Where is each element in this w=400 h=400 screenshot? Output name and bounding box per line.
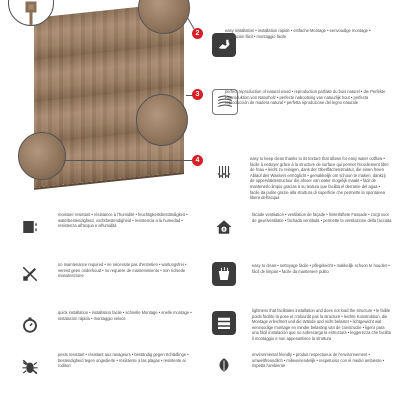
leader-line xyxy=(188,18,195,29)
water-flow-icon xyxy=(212,160,236,184)
marker-4: 4 xyxy=(192,155,203,166)
moisture-resistant-icon xyxy=(18,215,42,239)
panel-lightness-icon xyxy=(212,311,236,335)
feature-text: quick installation • installation facile • schnelle Montage • snelle montage • instalación rápida • montaggio veloce xyxy=(58,310,192,321)
feature-text: lightness that facilitates installation and does not load the structure • le faible poids facilite la pose et n'alourdit pas la structure • leichte Konstruktion, die Montage erleichtert und die Wände and nicht belastet • lichtgewicht wat eenvoudige montage en minder belasting van de constructie • ligero para una fácil instalación que no sobrecarga la estructura • leggerezza che facilita il montaggio e non appesantisce la struttura xyxy=(252,308,391,341)
no-maintenance-icon xyxy=(18,262,42,286)
stopwatch-icon xyxy=(18,313,42,337)
feature-text: environmental friendly • produit respectueux de l'environnement • umweltfreundlich • milieuvriendelijk • respetuoso con el medio ambiente • rispetta l'ambiente xyxy=(252,352,385,369)
edge-detail-circle xyxy=(18,132,66,180)
marker-3: 3 xyxy=(192,89,203,100)
feature-text: easy to clean • nettoyage facile • pflegeleicht • makkelijk schoon te houden • fácil de limpiar • facile da mantenere pulito xyxy=(252,263,390,274)
feature-text: no maintenance required • ne nécessite pas d'entretien • wartungsfrei • vereist geen onderhoud • no requiere de mantenimiento • non richiede manutenzione xyxy=(58,262,187,279)
pest-resistant-icon xyxy=(18,355,42,379)
texture-detail-circle xyxy=(136,94,188,146)
feature-text: easy to keep clean thanks to its texture that allows for easy water outflow • facile à nettoyer grâce à la structure de surface qui permet l'écoulement libre de l'eau • leicht zu reinigen, dank der Oberflächenstruktur, die einen freien Ablauf des Wassers ermöglicht • gemakkelijk om schoon te maken, dankzij de oppervlaktestructuur die afvoer van water mogelijk maakt • fácil de mantenerlo limpio gracias a su textura que facilita el derrame del agua • facile da pulire grazie alla struttura di superficie che permette la spontanea libera dell'acqua xyxy=(250,156,389,201)
feature-text: facade ventilation • ventilation de façade • hinterlüftete Fassade • zorgt voor de gevelventilatie • fachada ventilada • permette la ventilazione della facciata xyxy=(252,212,392,223)
bucket-water-icon xyxy=(212,262,236,286)
leaf-recycle-icon xyxy=(212,353,236,377)
feature-text: pests resistant • résistant aux ravageurs • beständig gegen Schädlinge • bestendigheid tegen ongedierte • resistente a las plagas • resistente ai roditori xyxy=(58,352,189,369)
marker-2: 2 xyxy=(192,28,203,39)
house-fan-icon xyxy=(212,215,236,239)
feature-text: moisture resistant • résistance à l'humidité • feuchtigkeitsbeständigkeit • waterbestendigheid, vochtbestendigheid • resistencia a la humedad • resistenza all'acqua e all'umidità xyxy=(58,212,188,229)
feature-text: easy installation • installation rapide • einfache Montage • eenvoudige montage • instalación fácil • montaggio facile xyxy=(225,28,371,39)
feature-text: perfect reproduction of natural wood • reproduction parfaite du bois naturel • die Perfekte Reproduktion von Naturholz • perfecte nabootsing van natuurlijk hout • perfecta reproducción de madera natural • perfetta riproduzione del legno naturale xyxy=(225,89,386,106)
leader-line xyxy=(64,160,194,161)
